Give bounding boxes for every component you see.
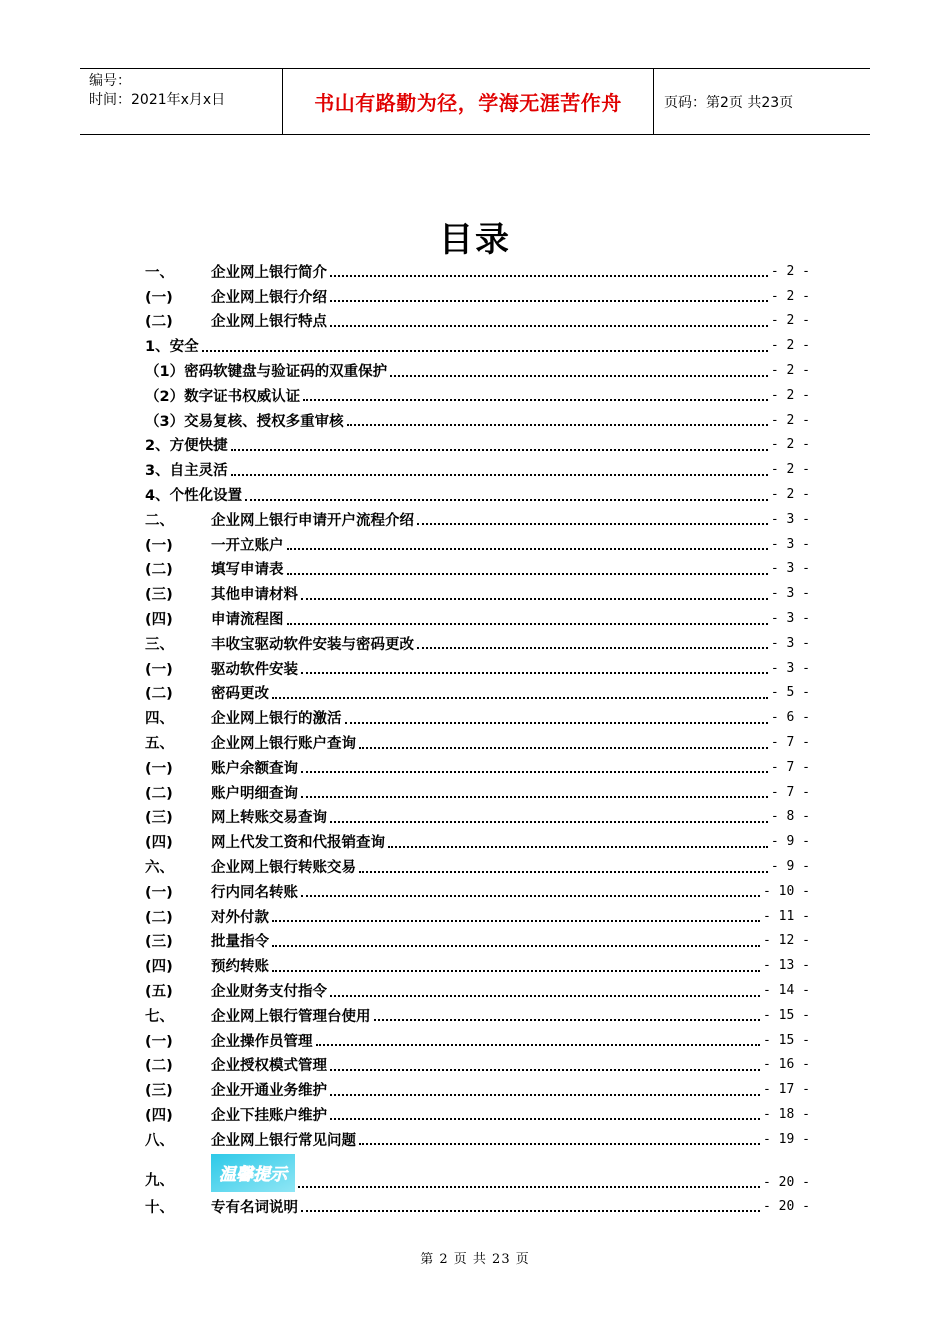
- toc-entry[interactable]: [145, 383, 810, 408]
- toc-entry-label: 批量指令: [211, 934, 269, 951]
- dot-leader: [374, 1005, 761, 1021]
- toc-entry-page: - 3 -: [770, 511, 810, 527]
- toc-entry-page: - 2 -: [770, 338, 810, 354]
- dot-leader: [272, 931, 760, 947]
- toc-entry-page: - 2 -: [770, 363, 810, 379]
- toc-entry[interactable]: [145, 1194, 810, 1219]
- toc-entry[interactable]: [145, 333, 810, 358]
- toc-entry[interactable]: [145, 457, 810, 482]
- toc-entry-label: 企业网上银行转账交易: [211, 860, 356, 877]
- toc-entry-label: （1）密码软键盘与验证码的双重保护: [145, 364, 388, 381]
- toc-entry-label: 企业网上银行常见问题: [211, 1132, 356, 1149]
- toc-entry[interactable]: [145, 259, 810, 284]
- toc-entry[interactable]: [145, 631, 810, 656]
- toc-entry-page: - 2 -: [770, 487, 810, 503]
- toc-entry-number: (二): [145, 314, 173, 331]
- toc-entry-label: 账户余额查询: [211, 760, 298, 777]
- toc-entry[interactable]: [145, 854, 810, 879]
- toc-entry[interactable]: [145, 1003, 810, 1028]
- dot-leader: [272, 683, 768, 699]
- toc-entry[interactable]: [145, 780, 810, 805]
- toc-entry-label: 预约转账: [211, 959, 269, 976]
- toc-title: 目录: [439, 220, 511, 260]
- toc-entry-page: - 19 -: [763, 1131, 810, 1147]
- toc-entry-number: (四): [145, 835, 173, 852]
- toc-entry-label: 填写申请表: [211, 562, 284, 579]
- page-header: [80, 68, 870, 135]
- dot-leader: [301, 757, 768, 773]
- toc-entry[interactable]: [145, 507, 810, 532]
- toc-entry-page: - 3 -: [770, 561, 810, 577]
- toc-entry[interactable]: [145, 929, 810, 954]
- toc-entry-number: 三、: [145, 636, 174, 653]
- toc-entry-number: (二): [145, 1058, 173, 1075]
- toc-entry-label: 企业网上银行介绍: [211, 289, 327, 306]
- dot-leader: [303, 385, 768, 401]
- toc-entry[interactable]: [145, 829, 810, 854]
- toc-entry[interactable]: [145, 904, 810, 929]
- toc-entry-number: (四): [145, 959, 173, 976]
- dot-leader: [345, 708, 768, 724]
- dot-leader: [301, 584, 768, 600]
- toc-entry[interactable]: [145, 755, 810, 780]
- tip-banner-image: [211, 1154, 295, 1192]
- toc-entry-number: (一): [145, 1033, 173, 1050]
- dot-leader: [272, 956, 760, 972]
- code-label: 编号：: [89, 73, 131, 89]
- toc-entry[interactable]: [145, 532, 810, 557]
- toc-entry-page: - 6 -: [770, 710, 810, 726]
- toc-entry-number: (一): [145, 884, 173, 901]
- toc-entry-label: 申请流程图: [211, 612, 284, 629]
- dot-leader: [359, 733, 768, 749]
- dot-leader: [301, 658, 768, 674]
- toc-entry[interactable]: [145, 1028, 810, 1053]
- dot-leader: [287, 609, 768, 625]
- dot-leader: [287, 559, 768, 575]
- toc-entry-page: - 2 -: [770, 263, 810, 279]
- toc-entry-label: 4、个性化设置: [145, 488, 243, 505]
- toc-entry-number: (二): [145, 562, 173, 579]
- toc-entry-label: 企业操作员管理: [211, 1033, 313, 1050]
- toc-entry-page: - 3 -: [770, 660, 810, 676]
- dot-leader: [245, 485, 768, 501]
- toc-entry-number: 八、: [145, 1132, 174, 1149]
- toc-entry-page: - 13 -: [763, 958, 810, 974]
- dot-leader: [231, 435, 768, 451]
- toc-entry[interactable]: [145, 681, 810, 706]
- dot-leader: [388, 832, 768, 848]
- toc-entry[interactable]: [145, 408, 810, 433]
- toc-entry-label: 丰收宝驱动软件安装与密码更改: [211, 636, 414, 653]
- toc-entry[interactable]: [145, 953, 810, 978]
- toc-entry-label: 企业财务支付指令: [211, 984, 327, 1000]
- toc-entry-number: 九、: [145, 1172, 174, 1189]
- toc-entry-page: - 18 -: [763, 1106, 810, 1122]
- toc-entry-label: 行内同名转账: [211, 884, 298, 901]
- toc-entry-label: 3、自主灵活: [145, 463, 228, 480]
- toc-entry-page: - 3 -: [770, 586, 810, 602]
- toc-entry-page: - 5 -: [770, 685, 810, 701]
- toc-entry-number: (一): [145, 537, 173, 554]
- toc-entry[interactable]: [145, 656, 810, 681]
- toc-entry-page: - 9 -: [770, 834, 810, 850]
- dot-leader: [417, 509, 768, 525]
- toc-entry-label: 企业网上银行管理台使用: [211, 1008, 371, 1025]
- toc-entry-number: 十、: [145, 1199, 174, 1216]
- toc-entry-label: 一开立账户: [211, 537, 284, 554]
- dot-leader: [272, 906, 760, 922]
- toc-entry-page: - 7 -: [770, 735, 810, 751]
- dot-leader: [417, 633, 768, 649]
- toc-entry[interactable]: [145, 606, 810, 631]
- toc-entry-label: 2、方便快捷: [145, 438, 228, 455]
- toc-entry-number: (二): [145, 785, 173, 802]
- toc-entry-label: （2）数字证书权威认证: [145, 388, 301, 405]
- toc-entry-page: - 20 -: [763, 1198, 810, 1214]
- toc-entry-number: (三): [145, 810, 173, 827]
- toc-entry-label: 驱动软件安装: [211, 661, 298, 678]
- toc-entry-label: 专有名词说明: [211, 1199, 298, 1216]
- toc-entry[interactable]: [145, 879, 810, 904]
- toc-entry[interactable]: [145, 1077, 810, 1102]
- toc-entry[interactable]: [145, 358, 810, 383]
- toc-entry-number: (一): [145, 289, 173, 306]
- toc-entry[interactable]: [145, 1152, 810, 1194]
- toc-entry-page: - 7 -: [770, 759, 810, 775]
- toc-entry[interactable]: [145, 730, 810, 755]
- dot-leader: [287, 534, 768, 550]
- toc-entry-page: - 16 -: [763, 1057, 810, 1073]
- toc-entry-page: - 15 -: [763, 1032, 810, 1048]
- toc-entry[interactable]: [145, 557, 810, 582]
- toc-entry-label: 网上代发工资和代报销查询: [211, 835, 385, 852]
- dot-leader: [330, 311, 768, 327]
- dot-leader: [390, 361, 768, 377]
- dot-leader: [359, 1129, 760, 1145]
- dot-leader: [330, 1055, 760, 1071]
- toc-entry-number: 一、: [145, 264, 174, 281]
- dot-leader: [330, 286, 768, 302]
- toc-entry-label: 企业下挂账户维护: [211, 1107, 327, 1124]
- toc-entry-page: - 2 -: [770, 313, 810, 329]
- toc-entry-page: - 20 -: [763, 1174, 810, 1190]
- page-footer: 第 2 页 共 23 页: [420, 1252, 530, 1267]
- toc-entry-number: 六、: [145, 860, 174, 877]
- toc-entry-label: 企业网上银行账户查询: [211, 736, 356, 753]
- toc-entry[interactable]: [145, 433, 810, 458]
- dot-leader: [301, 1196, 760, 1212]
- toc-entry-page: - 8 -: [770, 809, 810, 825]
- toc-entry-number: 四、: [145, 711, 174, 728]
- toc-entry-page: - 17 -: [763, 1082, 810, 1098]
- toc-entry-page: - 10 -: [763, 883, 810, 899]
- toc-entry-page: - 15 -: [763, 1007, 810, 1023]
- header-left: [80, 69, 282, 134]
- toc-entry[interactable]: [145, 1102, 810, 1127]
- toc-entry[interactable]: [145, 805, 810, 830]
- toc-entry[interactable]: [145, 581, 810, 606]
- toc-entry-page: - 11 -: [763, 908, 810, 924]
- toc-entry-number: (一): [145, 661, 173, 678]
- toc-entry[interactable]: [145, 309, 810, 334]
- dot-leader: [298, 1172, 760, 1188]
- toc-entry-label: 企业授权模式管理: [211, 1058, 327, 1075]
- time-label: 时间：2021年x月x日: [89, 92, 226, 108]
- page-info: 页码：第2页 共23页: [664, 94, 794, 111]
- toc-entry-number: (五): [145, 984, 173, 1000]
- toc-entry-page: - 2 -: [770, 387, 810, 403]
- toc-entry[interactable]: [145, 1053, 810, 1078]
- dot-leader: [330, 1080, 760, 1096]
- svg-text:温馨提示: 温馨提示: [219, 1164, 287, 1185]
- toc-entry-number: (三): [145, 934, 173, 951]
- dot-leader: [359, 857, 768, 873]
- toc-entry-page: - 2 -: [770, 462, 810, 478]
- toc-entry[interactable]: [145, 284, 810, 309]
- toc-entry-label: 账户明细查询: [211, 785, 298, 802]
- toc-entry-page: - 2 -: [770, 437, 810, 453]
- toc-entry-number: (四): [145, 612, 173, 629]
- toc-entry-label: 企业网上银行申请开户流程介绍: [211, 512, 414, 529]
- toc-entry-number: (二): [145, 909, 173, 926]
- toc-entry-label: 对外付款: [211, 909, 269, 926]
- dot-leader: [347, 410, 768, 426]
- dot-leader: [330, 807, 768, 823]
- toc-entry-label: 网上转账交易查询: [211, 810, 327, 827]
- toc-entry-page: - 7 -: [770, 784, 810, 800]
- toc-entry-number: 五、: [145, 736, 174, 753]
- toc-entry-page: - 14 -: [763, 983, 810, 998]
- toc-entry[interactable]: [145, 705, 810, 730]
- toc-entry-number: (四): [145, 1107, 173, 1124]
- toc-entry-number: (一): [145, 760, 173, 777]
- dot-leader: [301, 782, 768, 798]
- motto: 书山有路勤为径，学海无涯苦作舟: [282, 69, 654, 134]
- dot-leader: [316, 1030, 761, 1046]
- dot-leader: [202, 336, 768, 352]
- toc-entry-number: (三): [145, 587, 173, 604]
- toc-entry-page: - 12 -: [763, 933, 810, 949]
- toc-entry-label: （3）交易复核、授权多重审核: [145, 413, 344, 430]
- toc-entry-label: 密码更改: [211, 686, 269, 703]
- dot-leader: [330, 981, 760, 997]
- toc-entry-page: - 3 -: [770, 536, 810, 552]
- toc-entry[interactable]: [145, 978, 810, 1003]
- toc-entry[interactable]: [145, 1127, 810, 1152]
- toc-entry-number: 二、: [145, 512, 174, 529]
- toc-entry-number: (三): [145, 1083, 173, 1100]
- dot-leader: [330, 1104, 760, 1120]
- table-of-contents: [145, 259, 810, 1218]
- dot-leader: [301, 881, 760, 897]
- toc-entry-number: (二): [145, 686, 173, 703]
- toc-entry-page: - 3 -: [770, 635, 810, 651]
- toc-entry-number: 七、: [145, 1008, 174, 1025]
- toc-entry-label: 企业网上银行的激活: [211, 711, 342, 728]
- toc-entry-label: 企业网上银行特点: [211, 314, 327, 331]
- toc-entry-page: - 2 -: [770, 288, 810, 304]
- toc-entry[interactable]: [145, 482, 810, 507]
- toc-entry-label: 企业网上银行简介: [211, 264, 327, 281]
- toc-entry-page: - 3 -: [770, 611, 810, 627]
- toc-entry-label: 其他申请材料: [211, 587, 298, 604]
- dot-leader: [330, 261, 768, 277]
- toc-entry-label: 1、安全: [145, 339, 199, 356]
- toc-entry-page: - 2 -: [770, 412, 810, 428]
- toc-entry-page: - 9 -: [770, 859, 810, 875]
- toc-entry-label: 企业开通业务维护: [211, 1083, 327, 1100]
- dot-leader: [231, 460, 768, 476]
